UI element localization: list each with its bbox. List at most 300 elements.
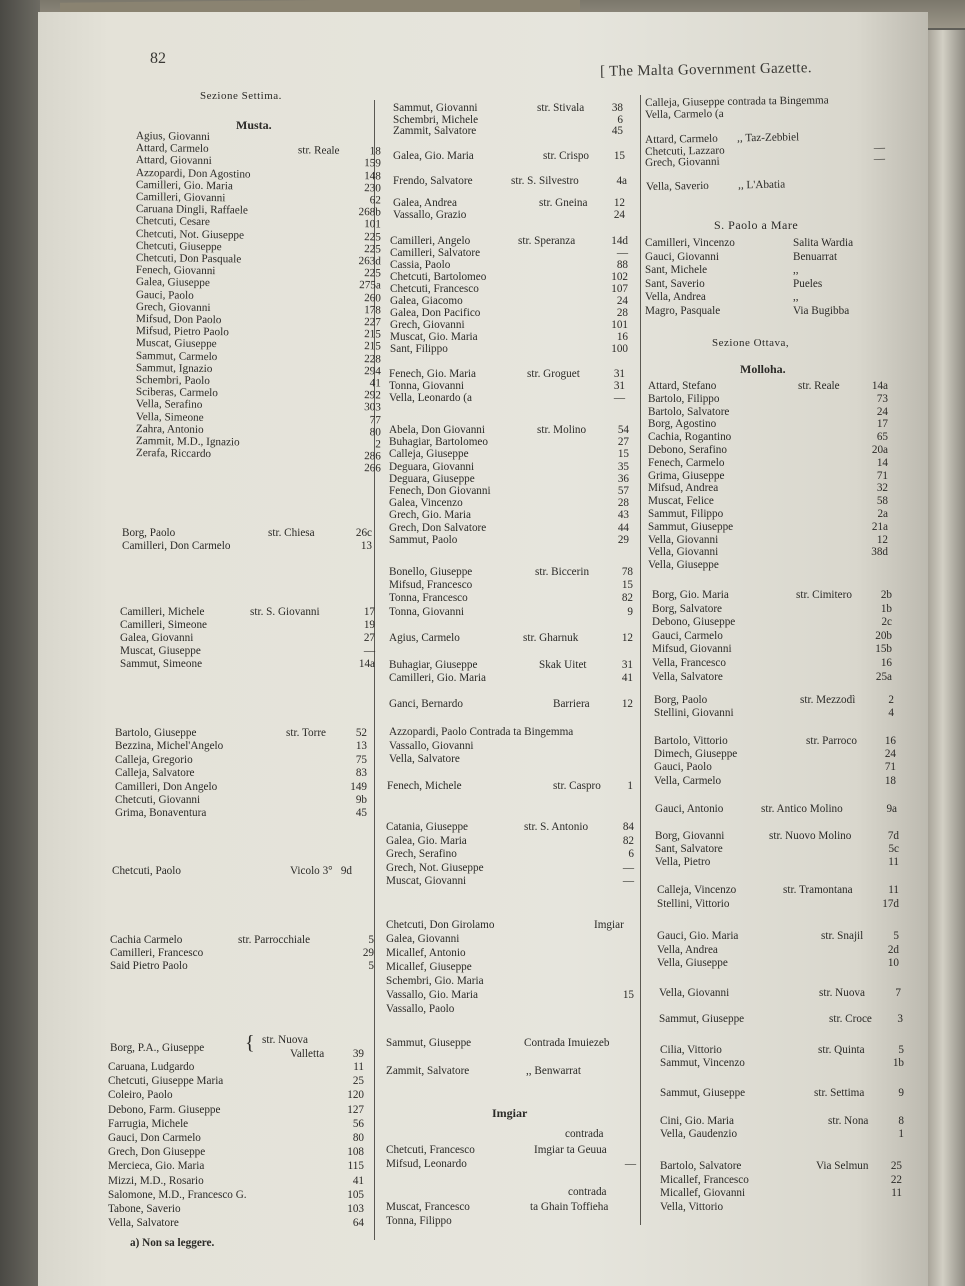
- house-number: 80: [369, 426, 381, 439]
- voter-name: Camilleri, Gio. Maria: [389, 672, 486, 684]
- voter-name: Galea, Vincenzo: [389, 497, 463, 510]
- voter-name: Grech, Not. Giuseppe: [386, 861, 484, 874]
- street-label: str. Speranza: [518, 235, 576, 247]
- voter-name: Chetcuti, Giuseppe: [135, 239, 222, 253]
- voter-name: Chetcuti, Don Pasquale: [135, 252, 242, 266]
- house-number: 17: [876, 418, 888, 431]
- voter-name: Tonna, Giovanni: [389, 605, 465, 618]
- street-label: Via Bugibba: [793, 304, 850, 317]
- house-number: 54: [617, 424, 629, 436]
- voter-name: Sammut, Giuseppe: [659, 1013, 745, 1025]
- house-number: 26c: [355, 527, 372, 539]
- house-number: 58: [876, 495, 888, 508]
- house-number: 4a: [616, 175, 627, 187]
- house-number: 35: [617, 460, 629, 473]
- voter-name: Camilleri, Gio. Maria: [135, 178, 233, 193]
- voter-name: Camilleri, Vincenzo: [645, 237, 735, 249]
- voter-name: Stellini, Giovanni: [654, 707, 734, 719]
- voter-name: Mercieca, Gio. Maria: [108, 1160, 205, 1173]
- voter-name: Gauci, Don Carmelo: [108, 1132, 201, 1144]
- street-label: str. Nuova: [262, 1034, 308, 1046]
- voter-name: Borg, P.A., Giuseppe: [110, 1042, 205, 1054]
- contrada-label: contrada: [568, 1186, 607, 1198]
- voter-name: Fenech, Michele: [387, 780, 462, 792]
- street-label: Imgiar ta Geuua: [534, 1144, 607, 1156]
- voter-name: Galea, Gio. Maria: [386, 834, 467, 847]
- house-number: 225: [364, 230, 381, 244]
- voter-name: Muscat, Felice: [648, 495, 714, 508]
- column-rule-2: [640, 95, 641, 1225]
- voter-name: Gauci, Antonio: [655, 803, 724, 815]
- house-number: 18: [369, 145, 381, 158]
- house-number: 11: [888, 856, 899, 868]
- house-number: 4: [888, 707, 894, 719]
- voter-name: Vella, Andrea: [645, 291, 706, 303]
- street-label: str. Cimitero: [796, 589, 852, 601]
- street-label: str. Gharnuk: [523, 632, 579, 644]
- voter-name: Vella, Gaudenzio: [660, 1128, 738, 1140]
- street-label: ,, L'Abatia: [737, 178, 786, 192]
- voter-name: Borg, Paolo: [122, 527, 176, 539]
- voter-name: Sammut, Filippo: [648, 508, 724, 520]
- house-number: 41: [621, 672, 633, 684]
- town-heading-musta: Musta.: [236, 118, 272, 132]
- house-number: 1: [898, 1128, 904, 1140]
- house-number: 9d: [340, 865, 352, 877]
- street-label: str. Reale: [297, 144, 340, 158]
- house-number: 12: [621, 632, 633, 644]
- voter-name: Mizzi, M.D., Rosario: [108, 1174, 204, 1187]
- brace-glyph: {: [245, 1032, 255, 1054]
- voter-name: Grech, Giovanni: [390, 319, 465, 331]
- house-number: 1b: [892, 1057, 904, 1069]
- voter-name: Dimech, Giuseppe: [654, 748, 738, 761]
- voter-name: Calleja, Salvatore: [115, 767, 195, 780]
- footnote: a) Non sa leggere.: [130, 1237, 215, 1249]
- house-number: 22: [890, 1173, 902, 1186]
- voter-name: Camilleri, Don Carmelo: [122, 540, 231, 552]
- voter-name: Grech, Don Giuseppe: [108, 1146, 206, 1159]
- house-number: 13: [360, 540, 372, 552]
- house-number: 73: [876, 392, 888, 405]
- street-label: str. Biccerin: [535, 566, 590, 578]
- page-number: 82: [150, 50, 166, 67]
- house-number: 268b: [358, 206, 381, 219]
- house-number: 7: [895, 987, 901, 999]
- house-number: 127: [347, 1103, 364, 1116]
- house-number: 260: [364, 291, 381, 305]
- voter-name: Mifsud, Leonardo: [386, 1158, 467, 1170]
- voter-name: Cassia, Paolo: [390, 259, 451, 271]
- voter-name: Vella, Carmelo: [654, 774, 722, 787]
- house-number: 292: [364, 389, 381, 402]
- town-heading-molloha: Molloha.: [740, 362, 786, 376]
- voter-name: Bartolo, Filippo: [648, 392, 720, 405]
- voter-name: Bezzina, Michel'Angelo: [115, 740, 224, 753]
- house-number: 2: [375, 438, 381, 451]
- voter-name: Zammit, Salvatore: [386, 1065, 470, 1077]
- street-label: str. Groguet: [527, 368, 580, 380]
- voter-name: Sammut, Vincenzo: [660, 1057, 745, 1069]
- house-number: 263d: [358, 255, 381, 268]
- voter-name: Camilleri, Michele: [120, 606, 205, 618]
- house-number: 15: [617, 448, 629, 461]
- voter-name: Tonna, Francesco: [389, 592, 468, 605]
- voter-name: Debono, Giuseppe: [652, 616, 736, 629]
- voter-name: Gauci, Paolo: [135, 288, 194, 302]
- voter-name: Zahra, Antonio: [135, 422, 204, 436]
- house-number: 41: [369, 377, 381, 390]
- house-number: 17: [363, 606, 375, 618]
- voter-name: Calleja, Giuseppe contrada ta Bingemma: [645, 94, 829, 109]
- voter-name: Attard, Carmelo: [645, 132, 718, 146]
- house-number: 24: [884, 748, 896, 761]
- house-number: 12: [621, 698, 633, 710]
- house-number: —: [624, 1158, 636, 1170]
- street-label: str. Reale: [798, 380, 840, 392]
- section-heading-ottava: Sezione Ottava,: [712, 337, 790, 349]
- house-number: 107: [611, 283, 628, 295]
- voter-name: Caruana Dingli, Raffaele: [135, 203, 248, 217]
- street-label: Imgiar: [594, 919, 624, 931]
- house-number: 6: [628, 848, 634, 860]
- house-number: 24: [616, 295, 628, 307]
- house-number: 27: [363, 632, 375, 644]
- voter-name: Farrugia, Michele: [108, 1117, 189, 1130]
- house-number: 20a: [871, 444, 888, 456]
- house-number: 12: [613, 197, 625, 209]
- voter-name: Muscat, Gio. Maria: [390, 331, 478, 343]
- voter-name: Sant, Filippo: [390, 343, 448, 355]
- street-label: str. S. Antonio: [524, 821, 589, 833]
- house-number: 82: [622, 834, 634, 847]
- voter-name: Borg, Giovanni: [655, 830, 725, 842]
- voter-name: Chetcuti, Lazzaro: [645, 144, 725, 158]
- house-number: 29: [362, 947, 374, 959]
- voter-name: Tonna, Filippo: [386, 1215, 452, 1227]
- house-number: 11: [888, 884, 899, 896]
- voter-name: Galea, Giuseppe: [135, 276, 210, 290]
- street-label: ,, Benwarrat: [526, 1065, 581, 1077]
- house-number: 5: [898, 1044, 904, 1056]
- voter-name: Muscat, Francesco: [386, 1201, 470, 1213]
- street-label: str. S. Giovanni: [250, 606, 320, 618]
- house-number: 5: [368, 934, 374, 946]
- voter-name: Debono, Serafino: [648, 444, 727, 456]
- house-number: 3: [897, 1013, 903, 1025]
- voter-name: Schembri, Paolo: [135, 374, 210, 388]
- house-number: 45: [611, 125, 623, 137]
- voter-name: Deguara, Giovanni: [389, 460, 475, 473]
- house-number: 25a: [875, 670, 892, 683]
- house-number: 11: [891, 1187, 902, 1199]
- voter-name: Vella, Serafino: [135, 398, 203, 412]
- voter-name: Azzopardi, Paolo Contrada ta Bingemma: [389, 726, 574, 738]
- voter-name: Sammut, Carmelo: [135, 349, 218, 363]
- voter-name: Chetcuti, Not. Giuseppe: [135, 227, 245, 242]
- voter-name: Sammut, Giuseppe: [648, 520, 734, 533]
- house-number: 11: [353, 1061, 364, 1073]
- house-number: 20b: [875, 629, 892, 642]
- voter-name: Micallef, Giuseppe: [386, 961, 472, 973]
- voter-name: Bartolo, Salvatore: [660, 1160, 742, 1172]
- house-number: 88: [616, 259, 628, 271]
- house-number: 38: [611, 102, 623, 114]
- street-label: str. Stivala: [537, 102, 585, 114]
- voter-name: Sammut, Simeone: [120, 658, 203, 670]
- voter-name: Vella, Pietro: [655, 856, 711, 868]
- voter-name: Vassallo, Giovanni: [389, 739, 474, 752]
- house-number: 15b: [875, 643, 892, 656]
- voter-name: Agius, Giovanni: [135, 130, 210, 144]
- house-number: 65: [876, 431, 888, 444]
- house-number: 18: [884, 774, 896, 787]
- voter-name: Calleja, Giuseppe: [389, 448, 469, 461]
- house-number: 2: [888, 694, 894, 706]
- house-number: 25: [890, 1160, 902, 1172]
- house-number: 43: [617, 509, 629, 522]
- voter-name: Ganci, Bernardo: [389, 698, 463, 710]
- voter-name: Vella, Giovanni: [659, 987, 730, 999]
- voter-name: Bartolo, Salvatore: [648, 405, 730, 418]
- street-label: str. Nuova: [819, 987, 865, 999]
- street-label: ta Ghain Toffieha: [530, 1201, 609, 1213]
- voter-name: Calleja, Vincenzo: [657, 884, 737, 896]
- background-left-edge: [0, 0, 40, 1286]
- voter-name: Galea, Don Pacifico: [390, 307, 481, 319]
- voter-name: Vella, Giovanni: [648, 533, 719, 546]
- house-number: 41: [352, 1174, 364, 1187]
- house-number: —: [613, 392, 625, 404]
- voter-name: Vella, Giuseppe: [657, 957, 728, 969]
- voter-name: Buhagiar, Bartolomeo: [389, 436, 488, 449]
- house-number: 71: [876, 469, 888, 482]
- street-label: str. Crispo: [543, 150, 590, 162]
- house-number: 149: [350, 780, 367, 793]
- voter-name: Chetcuti, Paolo: [112, 865, 181, 877]
- house-number: 14d: [611, 235, 628, 247]
- voter-name: Fenech, Gio. Maria: [389, 368, 476, 380]
- house-number: 56: [352, 1117, 364, 1130]
- voter-name: Vella, Giuseppe: [648, 559, 719, 572]
- house-number: 62: [369, 194, 381, 207]
- house-number: 9b: [355, 794, 367, 806]
- voter-name: Vassallo, Paolo: [386, 1003, 455, 1015]
- voter-name: Vella, Vittorio: [660, 1200, 724, 1213]
- voter-name: Vella, Salvatore: [389, 753, 460, 765]
- voter-name: Salomone, M.D., Francesco G.: [108, 1188, 247, 1201]
- voter-name: Coleiro, Paolo: [108, 1089, 173, 1102]
- voter-name: Grech, Giovanni: [645, 155, 720, 169]
- voter-name: Camilleri, Giovanni: [135, 191, 226, 205]
- house-number: 225: [364, 242, 381, 256]
- voter-name: Vella, Simeone: [135, 410, 204, 424]
- voter-name: Sant, Saverio: [645, 277, 705, 290]
- voter-name: Grech, Don Salvatore: [389, 521, 487, 534]
- voter-name: Sammut, Giuseppe: [660, 1087, 746, 1099]
- street-label: str. Parroco: [806, 735, 857, 747]
- voter-name: Frendo, Salvatore: [393, 175, 473, 187]
- voter-name: Bonello, Giuseppe: [389, 566, 473, 578]
- voter-name: Galea, Andrea: [393, 197, 457, 209]
- house-number: 105: [347, 1188, 364, 1201]
- voter-name: Chetcuti, Cesare: [135, 215, 210, 229]
- voter-name: Sant, Salvatore: [655, 843, 723, 855]
- voter-name: Said Pietro Paolo: [110, 960, 188, 972]
- voter-name: Chetcuti, Francesco: [390, 283, 479, 295]
- house-number: 10: [887, 957, 899, 969]
- house-number: 230: [364, 181, 381, 195]
- house-number: 78: [621, 566, 633, 578]
- house-number: 39: [352, 1048, 364, 1060]
- house-number: 115: [347, 1160, 364, 1173]
- house-number: 14: [876, 456, 888, 469]
- house-number: 101: [364, 218, 381, 231]
- house-number: 178: [364, 303, 381, 317]
- street-label: ,,: [793, 291, 799, 303]
- voter-name: Galea, Gio. Maria: [393, 150, 474, 162]
- house-number: 215: [364, 328, 381, 341]
- house-number: 9: [627, 605, 633, 618]
- voter-name: Sammut, Paolo: [389, 533, 458, 546]
- house-number: 286: [364, 450, 381, 463]
- house-number: 52: [355, 727, 367, 739]
- voter-name: Mifsud, Don Paolo: [135, 313, 222, 327]
- voter-name: Sammut, Giuseppe: [386, 1037, 472, 1049]
- house-number: 102: [611, 271, 628, 283]
- voter-name: Abela, Don Giovanni: [389, 424, 486, 436]
- voter-name: Chetcuti, Don Girolamo: [386, 919, 495, 931]
- street-label: str. Caspro: [553, 780, 601, 792]
- voter-name: Borg, Gio. Maria: [652, 589, 729, 601]
- voter-name: Vassallo, Gio. Maria: [386, 989, 478, 1001]
- voter-name: Camilleri, Simeone: [120, 619, 207, 631]
- street-label: Via Selmun: [816, 1160, 869, 1172]
- house-number: 57: [617, 485, 629, 497]
- running-head: [ The Malta Government Gazette.: [599, 60, 812, 80]
- voter-name: Vella, Salvatore: [108, 1217, 179, 1230]
- voter-name: Borg, Paolo: [654, 694, 708, 706]
- voter-name: Vella, Salvatore: [652, 670, 723, 683]
- house-number: 1: [627, 780, 633, 792]
- house-number: —: [873, 152, 886, 166]
- voter-name: Deguara, Giuseppe: [389, 472, 475, 485]
- house-number: 38d: [871, 546, 888, 559]
- voter-name: Galea, Giovanni: [120, 632, 194, 644]
- house-number: 64: [352, 1217, 364, 1230]
- house-number: 36: [617, 472, 629, 485]
- voter-name: Mifsud, Andrea: [648, 482, 719, 495]
- house-number: 80: [352, 1132, 364, 1144]
- voter-name: Vella, Giovanni: [648, 546, 719, 559]
- house-number: 108: [347, 1146, 364, 1159]
- voter-name: Vassallo, Grazio: [393, 209, 467, 221]
- voter-name: Cilia, Vittorio: [660, 1044, 722, 1056]
- voter-name: Borg, Agostino: [648, 418, 717, 431]
- street-label: Valletta: [290, 1048, 325, 1060]
- voter-name: Zerafa, Riccardo: [135, 447, 212, 461]
- house-number: 45: [355, 807, 367, 820]
- voter-name: Grech, Serafino: [386, 848, 457, 860]
- house-number: 84: [622, 821, 634, 833]
- voter-name: Fenech, Carmelo: [648, 456, 725, 469]
- house-number: 101: [611, 319, 628, 331]
- voter-name: Cachia Carmelo: [110, 934, 183, 946]
- house-number: —: [622, 861, 634, 874]
- house-number: 31: [613, 368, 625, 380]
- voter-name: Zammit, Salvatore: [393, 125, 477, 137]
- voter-name: Chetcuti, Bartolomeo: [390, 271, 487, 283]
- voter-name: Gauci, Paolo: [654, 761, 712, 774]
- house-number: 12: [876, 533, 888, 546]
- voter-name: Azzopardi, Don Agostino: [135, 166, 251, 181]
- house-number: —: [873, 141, 886, 154]
- house-number: 83: [355, 767, 367, 780]
- street-label: str. Mezzodì: [800, 694, 856, 706]
- house-number: 27: [617, 436, 629, 449]
- house-number: 2a: [877, 508, 888, 520]
- house-number: —: [363, 645, 375, 657]
- house-number: 71: [884, 761, 896, 774]
- voter-name: Camilleri, Francesco: [110, 947, 204, 959]
- street-label: str. Quinta: [818, 1044, 865, 1056]
- house-number: —: [622, 875, 634, 887]
- street-label: str. Parrocchiale: [238, 934, 311, 946]
- house-number: 31: [621, 659, 633, 671]
- voter-name: Magro, Pasquale: [645, 304, 721, 317]
- voter-name: Tabone, Saverio: [108, 1203, 181, 1215]
- house-number: 100: [611, 343, 628, 355]
- voter-name: Grima, Giuseppe: [648, 469, 725, 482]
- contrada-label: contrada: [565, 1128, 604, 1140]
- street-label: str. Nuovo Molino: [769, 830, 852, 842]
- voter-name: Grima, Bonaventura: [115, 807, 207, 820]
- house-number: 294: [364, 364, 381, 378]
- voter-name: Zammit, M.D., Ignazio: [135, 435, 240, 449]
- voter-name: Chetcuti, Giuseppe Maria: [108, 1075, 224, 1088]
- voter-name: Tonna, Giovanni: [389, 380, 465, 392]
- voter-name: Sant, Michele: [645, 264, 708, 276]
- house-number: 2b: [880, 589, 892, 601]
- house-number: 21a: [871, 520, 888, 533]
- voter-name: Buhagiar, Giuseppe: [389, 659, 478, 671]
- locality-heading-imgiar: Imgiar: [492, 1106, 528, 1120]
- house-number: 32: [876, 482, 888, 495]
- voter-name: Attard, Giovanni: [135, 154, 212, 168]
- house-number: 6: [617, 113, 623, 126]
- house-number: 275a: [359, 279, 381, 292]
- house-number: 227: [364, 316, 381, 329]
- house-number: 159: [364, 157, 381, 170]
- voter-name: Camilleri, Angelo: [390, 235, 471, 247]
- voter-name: Sciberas, Carmelo: [135, 386, 219, 400]
- voter-name: Debono, Farm. Giuseppe: [108, 1103, 221, 1116]
- house-number: 148: [364, 169, 381, 183]
- voter-name: Agius, Carmelo: [389, 632, 460, 644]
- voter-name: Mifsud, Pietro Paolo: [135, 325, 229, 339]
- voter-name: Bartolo, Vittorio: [654, 735, 728, 747]
- voter-name: Gauci, Carmelo: [652, 629, 723, 642]
- house-number: 19: [363, 619, 375, 631]
- voter-name: Vella, Carmelo (a: [645, 107, 724, 121]
- house-number: 14a: [871, 380, 888, 392]
- street-label: str. Snajil: [821, 930, 864, 942]
- house-number: 7d: [887, 830, 899, 842]
- street-label: str. Chiesa: [268, 527, 315, 539]
- house-number: 15: [622, 989, 634, 1001]
- voter-name: Grech, Giovanni: [135, 300, 211, 314]
- voter-name: Grech, Gio. Maria: [389, 509, 472, 522]
